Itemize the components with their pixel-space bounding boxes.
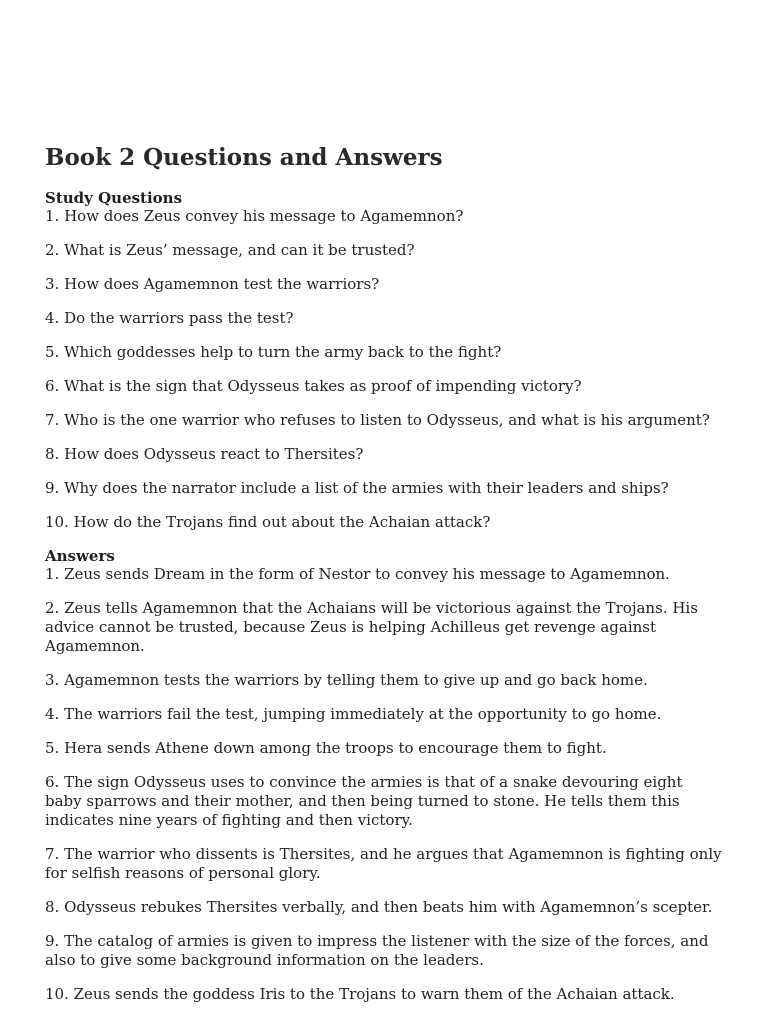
question-item-1: 1. How does Zeus convey his message to Agamemnon?	[45, 207, 464, 225]
answers-heading: Answers	[45, 547, 115, 565]
question-item-5: 5. Which goddesses help to turn the army back to the fight?	[45, 343, 502, 361]
answer-item-6: 6. The sign Odysseus uses to convince the armies is that of a snake devouring eight baby sparrows and their mother, and then being turned to stone. He tells them this indicates nine years of fighting and then victory.	[45, 773, 683, 829]
question-item-9: 9. Why does the narrator include a list of the armies with their leaders and ships?	[45, 479, 669, 497]
question-item-6: 6. What is the sign that Odysseus takes as proof of impending victory?	[45, 377, 582, 395]
answer-item-9: 9. The catalog of armies is given to impress the listener with the size of the forces, and also to give some background information on the leaders.	[45, 932, 709, 969]
answer-item-5: 5. Hera sends Athene down among the troops to encourage them to fight.	[45, 739, 607, 757]
answers-section	[45, 547, 723, 1004]
question-item-7: 7. Who is the one warrior who refuses to listen to Odysseus, and what is his argument?	[45, 411, 710, 429]
question-item-8: 8. How does Odysseus react to Thersites?	[45, 445, 364, 463]
study-questions-section	[45, 189, 723, 532]
answer-item-3: 3. Agamemnon tests the warriors by telling them to give up and go back home.	[45, 671, 648, 689]
answer-item-7: 7. The warrior who dissents is Thersites, and he argues that Agamemnon is fighting only for selfish reasons of personal glory.	[45, 845, 722, 882]
question-item-3: 3. How does Agamemnon test the warriors?	[45, 275, 380, 293]
answer-item-10: 10. Zeus sends the goddess Iris to the Trojans to warn them of the Achaian attack.	[45, 985, 675, 1003]
answer-item-4: 4. The warriors fail the test, jumping immediately at the opportunity to go home.	[45, 705, 662, 723]
page-title: Book 2 Questions and Answers	[45, 144, 443, 171]
answer-item-2: 2. Zeus tells Agamemnon that the Achaians will be victorious against the Trojans. His advice cannot be trusted, because Zeus is helping Achilleus get revenge against Agamemnon.	[45, 599, 698, 655]
question-item-10: 10. How do the Trojans find out about the Achaian attack?	[45, 513, 491, 531]
answer-item-8: 8. Odysseus rebukes Thersites verbally, and then beats him with Agamemnon’s scepter.	[45, 898, 713, 916]
study-questions-heading: Study Questions	[45, 189, 183, 207]
answers-list	[45, 565, 723, 1004]
question-item-2: 2. What is Zeus’ message, and can it be trusted?	[45, 241, 415, 259]
study-questions-list	[45, 207, 723, 532]
answer-item-1: 1. Zeus sends Dream in the form of Nestor to convey his message to Agamemnon.	[45, 565, 670, 583]
question-item-4: 4. Do the warriors pass the test?	[45, 309, 294, 327]
